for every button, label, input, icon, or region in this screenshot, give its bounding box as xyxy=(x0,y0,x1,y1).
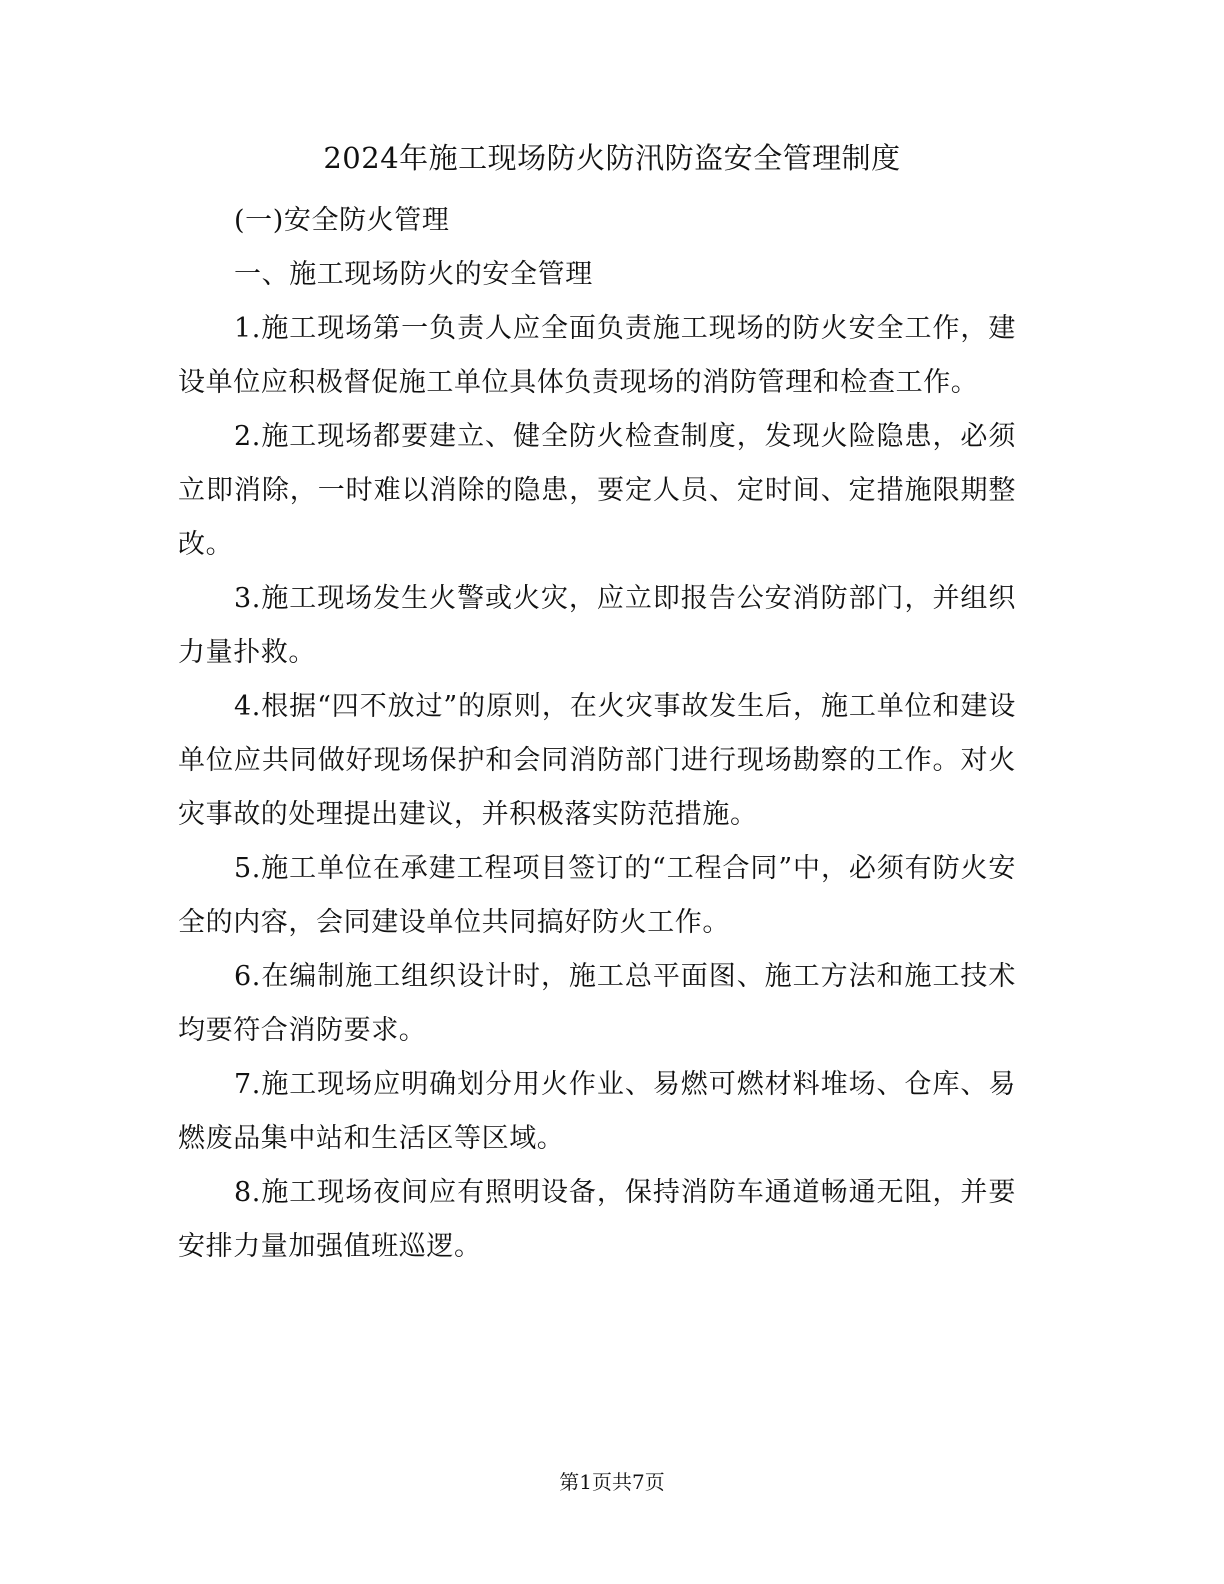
paragraph-7: 7.施工现场应明确划分用火作业、易燃可燃材料堆场、仓库、易燃废品集中站和生活区等区域。 xyxy=(178,1069,1016,1154)
paragraph-6: 6.在编制施工组织设计时，施工总平面图、施工方法和施工技术均要符合消防要求。 xyxy=(178,961,1016,1046)
section-heading: (一)安全防火管理 xyxy=(234,205,450,236)
document-body xyxy=(178,194,1016,1274)
paragraph-4: 4.根据“四不放过”的原则，在火灾事故发生后，施工单位和建设单位应共同做好现场保护和会同消防部门进行现场勘察的工作。对火灾事故的处理提出建议，并积极落实防范措施。 xyxy=(178,691,1016,830)
paragraph-3: 3.施工现场发生火警或火灾，应立即报告公安消防部门，并组织力量扑救。 xyxy=(178,583,1016,668)
paragraph-2: 2.施工现场都要建立、健全防火检查制度，发现火险隐患，必须立即消除，一时难以消除的隐患，要定人员、定时间、定措施限期整改。 xyxy=(178,421,1016,560)
paragraph-5: 5.施工单位在承建工程项目签订的“工程合同”中，必须有防火安全的内容，会同建设单位共同搞好防火工作。 xyxy=(178,853,1016,938)
paragraph-1: 1.施工现场第一负责人应全面负责施工现场的防火安全工作，建设单位应积极督促施工单位具体负责现场的消防管理和检查工作。 xyxy=(178,313,1016,398)
paragraph-8: 8.施工现场夜间应有照明设备，保持消防车通道畅通无阻，并要安排力量加强值班巡逻。 xyxy=(178,1177,1016,1262)
page-number: 第1页共7页 xyxy=(559,1470,665,1494)
document-title: 2024年施工现场防火防汛防盗安全管理制度 xyxy=(323,141,901,175)
subsection-heading: 一、施工现场防火的安全管理 xyxy=(234,259,593,290)
